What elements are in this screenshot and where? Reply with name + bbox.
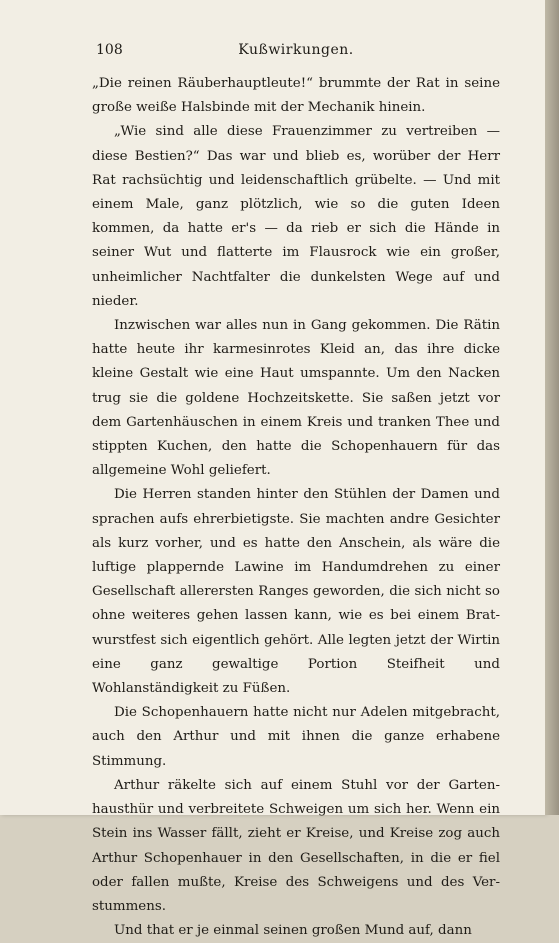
paragraph: Die Herren standen hinter den Stühlen der Damen und sprachen aufs ehrerbietigste. Sie machten andre Gesichter als kurz vorher, und es hatte den Anschein, als wäre die luftige plappernde Lawine im Handumdrehen zu einer Gesellschaft allerersten Ranges geworden, die sich nicht so ohne weiteres gehen lassen kann, wie es bei einem Bratwurstfest sich eigentlich gehört. Alle legten jetzt der Wirtin eine ganz gewaltige Portion Steifheit und Wohlanständigkeit zu Füßen. [92,487,500,697]
paragraph: Die Schopenhauern hatte nicht nur Adelen mitgebracht, auch den Arthur und mit ihnen die ganze erhabene Stimmung. [92,705,500,769]
paragraph: „Die reinen Räuberhauptleute!“ brummte der Rat in seine große weiße Halsbinde mit der Mechanik hinein. [92,76,500,116]
running-head: Kußwirkungen. [238,42,354,58]
page-number: 108 [96,42,123,58]
paragraph: Und that er je einmal seinen großen Mund auf, dann [114,923,472,939]
paragraph: „Wie sind alle diese Frauenzimmer zu vertreiben — diese Bestien?“ Das war und blieb es, worüber der Herr Rat rachsüchtig und leidenschaftlich grübelte. — Und mit einem Male, ganz plötzlich, wie so die guten Ideen kommen, da hatte er's — da rieb er sich die Hände in seiner Wut und flatterte im Flausrock wie ein großer, unheimlicher Nachtfalter die dunkelsten Wege auf und nieder. [92,124,500,309]
paragraph: Inzwischen war alles nun in Gang gekommen. Die Rätin hatte heute ihr karmesinrotes Kleid an, das ihre dicke kleine Gestalt wie eine Haut umspannte. Um den Nacken trug sie die goldene Hochzeitskette. Sie saßen jetzt vor dem Gartenhäuschen in einem Kreis und tranken Thee und stippten Kuchen, den hatte die Schopenhauern für das allgemeine Wohl geliefert. [92,318,500,479]
paragraph: Arthur räkelte sich auf einem Stuhl vor der Gartenhausthür und verbreitete Schweigen um sich her. Wenn ein Stein ins Wasser fällt, zieht er Kreise, und Kreise zog auch Arthur Schopenhauer in den Gesellschaften, in die er fiel oder fallen mußte, Kreise des Schweigens und des Verstummens. [92,777,500,914]
body-text [92,72,500,943]
page-edge-shadow [545,0,559,815]
page-header [96,42,496,62]
